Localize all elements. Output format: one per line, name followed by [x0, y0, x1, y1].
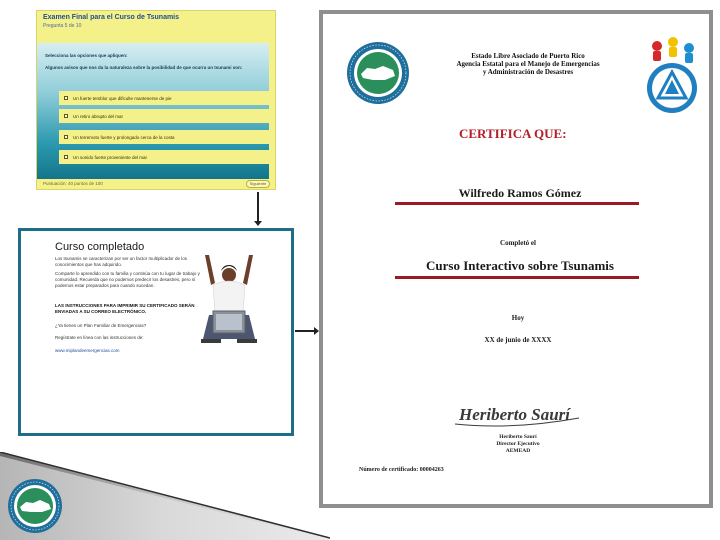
- certificate-frame: [319, 10, 713, 508]
- checkbox-icon[interactable]: [64, 155, 68, 159]
- certificate-number: Número de certificado: 00004263: [359, 467, 444, 473]
- answer-option-2[interactable]: [59, 109, 269, 123]
- course-completed-content: [21, 231, 291, 433]
- recipient-name: Wilfredo Ramos Gómez: [458, 186, 582, 200]
- agency-line: y Administración de Desastres: [482, 68, 574, 76]
- question-instruction: Selecciona las opciones que apliquen:: [45, 53, 128, 58]
- aemead-seal-icon: [345, 40, 411, 106]
- answer-option-1[interactable]: [59, 91, 269, 105]
- answer-option-label: Un sonido fuerte proveniente del mar: [73, 154, 148, 160]
- completed-label: Completó el: [500, 239, 536, 247]
- completed-title: Curso completado: [55, 241, 145, 253]
- emergency-plan-link[interactable]: www.miplandeemergencias.com: [55, 348, 120, 353]
- completed-paragraph-5: Regístrate en línea con las instrucciones de:: [55, 335, 144, 340]
- answer-option-3[interactable]: [59, 130, 269, 144]
- issue-date: XX de junio de XXXX: [484, 336, 552, 344]
- signer-name: Heriberto Saurí: [499, 434, 537, 440]
- certificate-page: [323, 14, 709, 504]
- exam-score: Puntuación: 40 puntos de 100: [43, 181, 103, 186]
- signer-org: AEMEAD: [505, 448, 531, 454]
- exam-progress: Pregunta 5 de 10: [43, 23, 82, 29]
- answer-option-4[interactable]: [59, 150, 269, 164]
- answer-option-label: Un terremoto fuerte y prolongado cerca de la costa: [73, 134, 175, 140]
- question-text: Algunos avisos que nos da la naturaleza sobre la posibilidad de que ocurra un tsunami son:: [45, 65, 243, 70]
- flow-arrow-right: [295, 330, 315, 332]
- signer-title: Director Ejecutivo: [496, 441, 540, 447]
- completed-paragraph-4: ¿Ya tienes un Plan Familiar de Emergencias?: [55, 323, 147, 328]
- checkbox-icon[interactable]: [64, 96, 68, 100]
- course-underline: [395, 276, 639, 279]
- answer-option-label: Un fuerte temblor que dificulte mantenerse de pie: [73, 95, 172, 101]
- certificate-heading: CERTIFICA QUE:: [459, 126, 567, 141]
- agency-line: Agencia Estatal para el Manejo de Emergencias: [456, 60, 600, 68]
- completed-paragraph-1: Los tsunamis se caracterizan por ser un factor multiplicador de los conocimientos que has adquirido.: [55, 256, 188, 267]
- agency-line: Estado Libre Asociado de Puerto Rico: [471, 52, 585, 60]
- triangle-people-logo-icon: [643, 34, 701, 116]
- exam-footer: [37, 179, 275, 189]
- completed-paragraph-2: Comparte lo aprendido con tu familia y continúa con tu lugar de trabajo y comunidad. Recuerda que no podemos predecir los desastres, pero sí podemos estar preparados para cuando sucedan.: [55, 271, 200, 288]
- signer-block: [433, 434, 603, 455]
- aemead-seal-icon: [6, 478, 64, 534]
- name-underline: [395, 202, 639, 205]
- signature-text: Heriberto Saurí: [459, 405, 570, 424]
- today-label: Hoy: [511, 314, 525, 322]
- exam-question-area: [37, 43, 269, 185]
- course-completed-panel: [18, 228, 294, 436]
- checkbox-icon[interactable]: [64, 135, 68, 139]
- course-name: Curso Interactivo sobre Tsunamis: [426, 258, 614, 273]
- answer-option-label: Un retiro abrupto del mar: [73, 113, 124, 119]
- issuing-agency: [423, 52, 633, 76]
- certificate-instructions: LAS INSTRUCCIONES PARA IMPRIMIR SU CERTIFICADO SERÁN ENVIADAS A SU CORREO ELECTRÓNICO.: [55, 303, 195, 314]
- next-button[interactable]: Siguiente: [246, 180, 270, 188]
- flow-arrow-down: [257, 192, 259, 224]
- exam-header: [37, 11, 275, 35]
- signature-image: [453, 400, 583, 430]
- exam-title: Examen Final para el Curso de Tsunamis: [43, 14, 180, 21]
- final-exam-panel: [36, 10, 276, 190]
- checkbox-icon[interactable]: [64, 114, 68, 118]
- person-with-laptop-icon: [199, 253, 259, 345]
